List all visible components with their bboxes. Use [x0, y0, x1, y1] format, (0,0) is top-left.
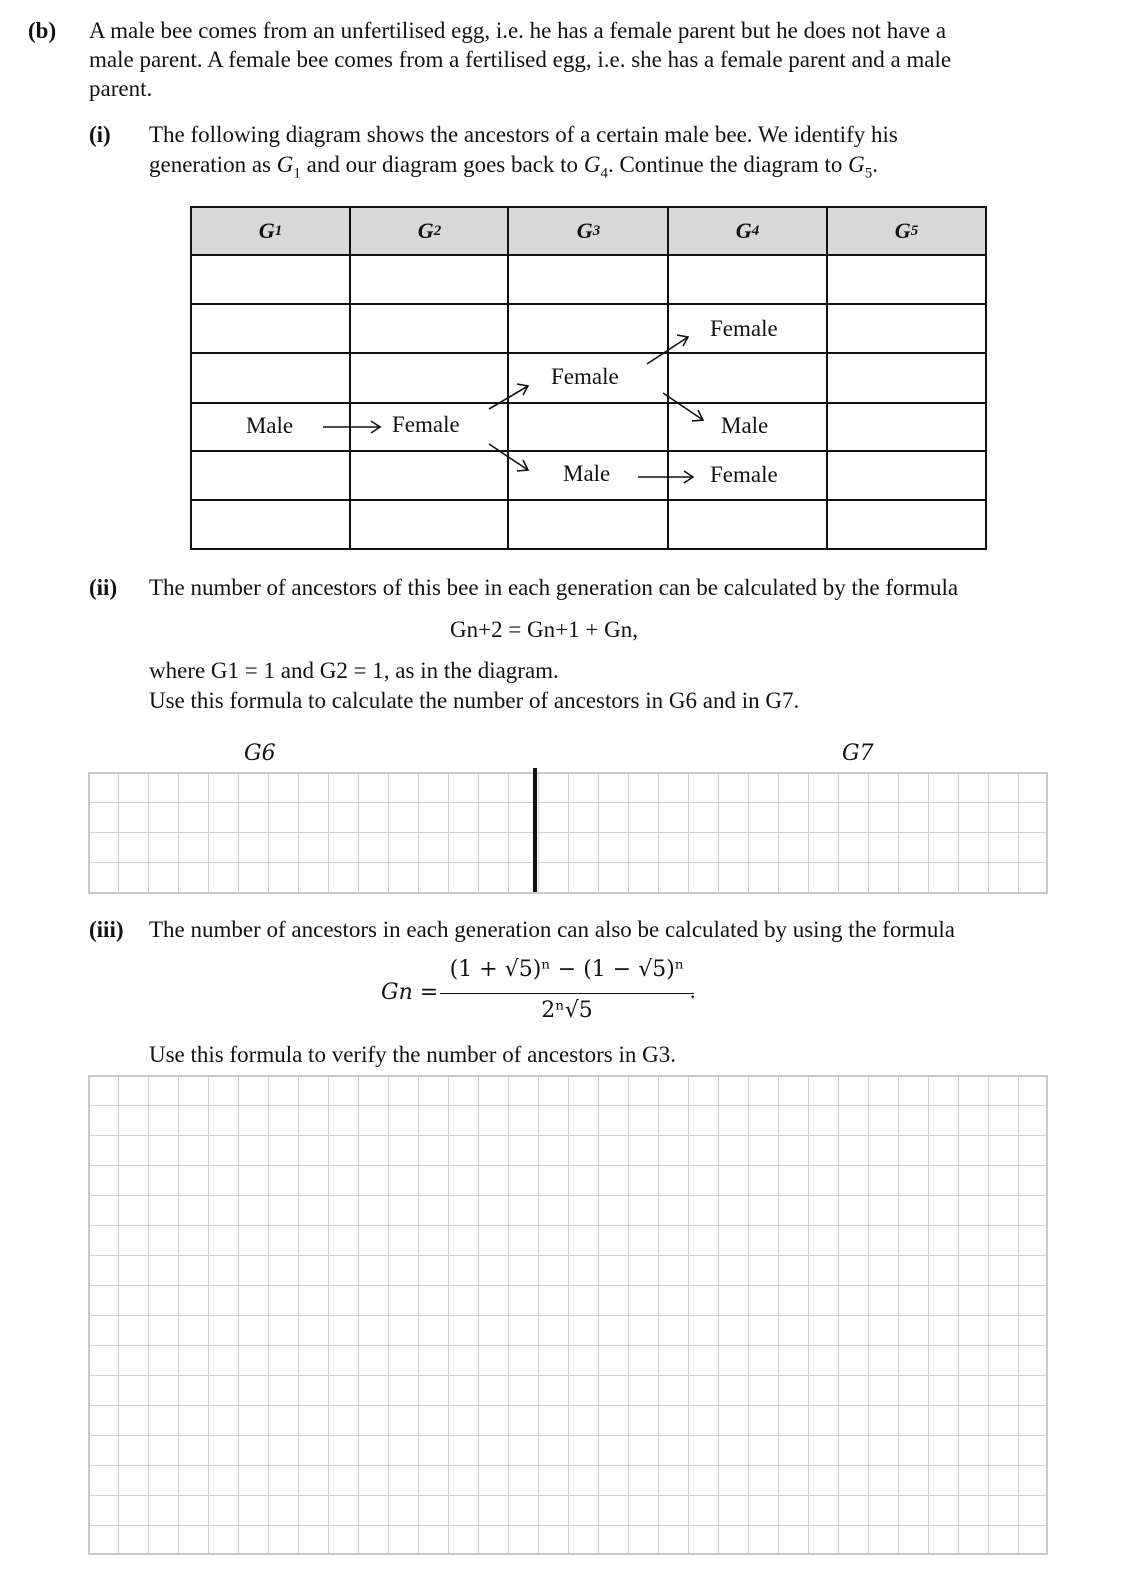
closed-form-numerator: (1 + √5)ⁿ − (1 − √5)ⁿ	[449, 957, 685, 982]
part-b-label: (b)	[28, 18, 57, 43]
g4-male: Male	[721, 413, 769, 438]
closed-form-denominator: 2ⁿ√5	[541, 998, 593, 1023]
part-i-line-2: generation as $G_1$ and our diagram goes back to $G_4$. Continue the diagram to $G_5$.	[149, 152, 878, 182]
header-g4: G 4	[735, 217, 760, 243]
header-g3: G 3	[576, 217, 601, 243]
closed-form-lhs: Gn =	[381, 980, 439, 1005]
part-iii-line-1: The number of ancestors in each generation can also be calculated by using the formula	[149, 917, 955, 942]
g7-label: G7	[842, 741, 874, 766]
part-ii-line-2: where G1 = 1 and G2 = 1, as in the diagram.	[149, 658, 559, 683]
part-ii-line-1: The number of ancestors of this bee in each generation can be calculated by the formula	[149, 575, 959, 600]
g3-male: Male	[563, 461, 611, 486]
fraction-bar	[440, 993, 694, 994]
part-iii-label: (iii)	[89, 917, 124, 942]
arrows	[323, 335, 703, 483]
part-b-line-2: male parent. A female bee comes from a fertilised egg, i.e. she has a female parent and a male	[89, 47, 952, 72]
recurrence-formula-text: Gn+2 = Gn+1 + Gn,	[450, 617, 638, 642]
g1-male: Male	[245, 413, 294, 438]
closed-form-period: .	[690, 978, 696, 1003]
g4-female-bottom: Female	[710, 462, 778, 487]
answer-grid-g6-g7[interactable]	[88, 772, 1048, 894]
part-b-line-3: parent.	[89, 76, 153, 101]
ancestor-diagram-table	[190, 206, 987, 550]
part-ii-label: (ii)	[89, 575, 118, 600]
answer-grid-g3-verify[interactable]	[88, 1075, 1048, 1555]
header-g1: G 1	[258, 217, 283, 243]
part-ii-line-3: Use this formula to calculate the number of ancestors in G6 and in G7.	[149, 688, 800, 713]
part-iii-line-2: Use this formula to verify the number of ancestors in G3.	[149, 1042, 676, 1067]
recurrence-formula	[450, 615, 638, 645]
part-i-line-1: The following diagram shows the ancestors of a certain male bee. We identify his	[149, 122, 898, 147]
g6-label: G6	[244, 741, 276, 766]
part-b-line-1: A male bee comes from an unfertilised egg, i.e. he has a female parent but he does not have a	[89, 18, 947, 43]
grid-divider	[533, 768, 537, 892]
g3-female: Female	[551, 364, 619, 389]
header-g2: G 2	[417, 217, 442, 243]
g2-female: Female	[392, 412, 460, 437]
header-g5: G 5	[894, 217, 919, 243]
g4-female-top: Female	[710, 316, 778, 341]
part-i-label: (i)	[89, 122, 111, 147]
